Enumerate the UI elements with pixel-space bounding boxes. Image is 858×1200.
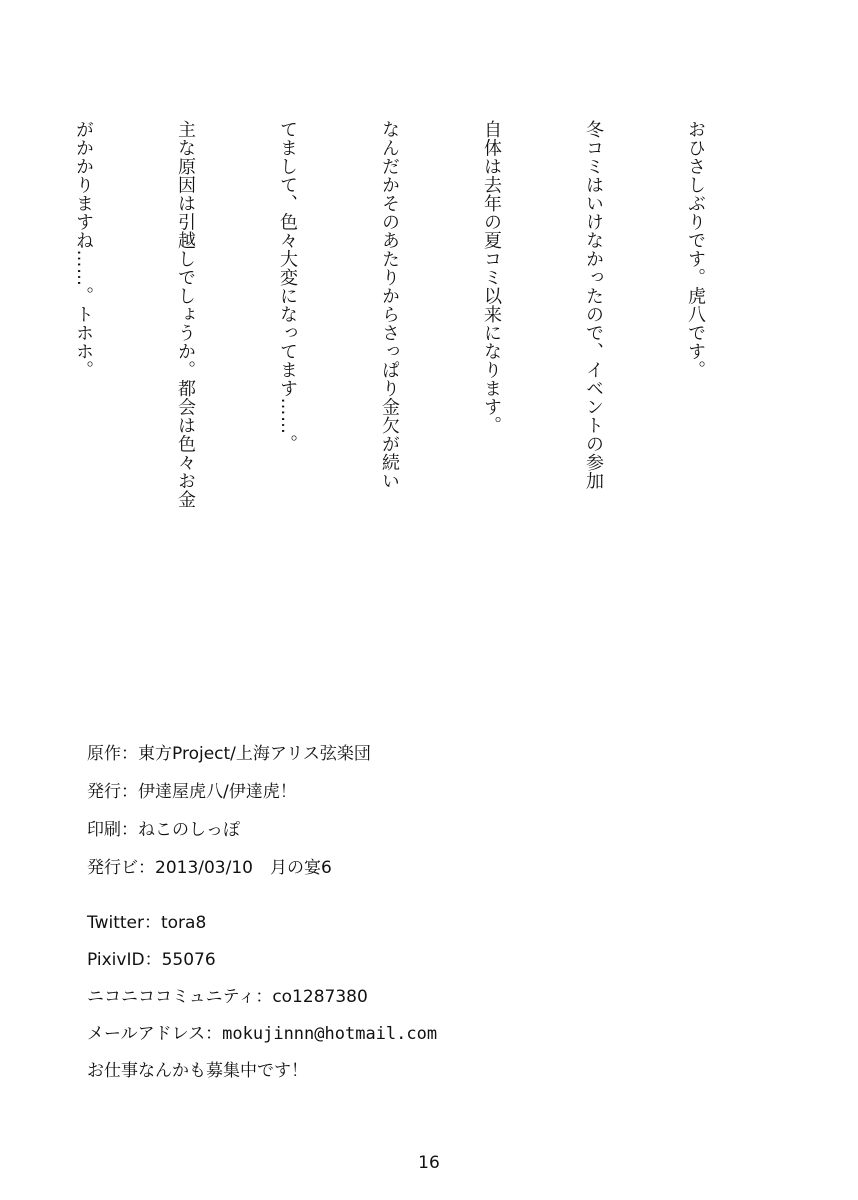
afterword-line: なんだかそのあたりからさっぱり金欠が続い: [379, 120, 400, 490]
original-label: 原作: [87, 744, 121, 764]
contact-note: お仕事なんかも募集中です！: [87, 1061, 308, 1081]
colophon-original: [87, 735, 371, 773]
colophon-date: [87, 849, 371, 887]
printer-label: 印刷: [87, 820, 121, 840]
publisher-label: 発行: [87, 782, 121, 802]
contact-niconico: [87, 979, 437, 1016]
niconico-label: ニコニココミュニティ: [87, 987, 256, 1007]
pixiv-value: 55076: [161, 950, 216, 970]
afterword-text: [0, 120, 780, 680]
date-value: 2013/03/10 月の宴6: [155, 858, 332, 878]
contact-info: [87, 905, 437, 1090]
afterword-line: てまして、色々大変になってます……。: [277, 120, 298, 453]
afterword-line: がかかりますね……。トホホ。: [73, 120, 94, 379]
contact-email: [87, 1016, 437, 1053]
separator: ：: [143, 913, 161, 933]
separator: ：: [205, 1024, 223, 1044]
printer-value: ねこのしっぽ: [138, 820, 240, 840]
colophon-publisher: [87, 773, 371, 811]
publisher-value: 伊達屋虎八/伊達虎！: [138, 782, 297, 802]
afterword-line: 自体は去年の夏コミ以来になります。: [481, 120, 502, 435]
email-value: mokujinnn@hotmail.com: [222, 1024, 438, 1044]
separator: ：: [121, 820, 138, 840]
twitter-label: Twitter: [87, 913, 144, 933]
niconico-value: co1287380: [272, 987, 368, 1007]
contact-pixiv: [87, 942, 437, 979]
separator: ：: [121, 782, 138, 802]
page-number: 16: [418, 1153, 440, 1173]
pixiv-label: PixivID: [87, 950, 145, 970]
afterword-line: 主な原因は引越しでしょうか。都会は色々お金: [175, 120, 196, 509]
separator: ：: [255, 987, 273, 1007]
separator: ：: [144, 950, 162, 970]
separator: ：: [138, 858, 155, 878]
date-label: 発行ビ: [87, 858, 138, 878]
original-value: 東方Project/上海アリス弦楽団: [138, 744, 371, 764]
afterword-line: 冬コミはいけなかったので、イベントの参加: [583, 120, 604, 490]
twitter-value: tora8: [160, 913, 207, 933]
afterword-line: おひさしぶりです。虎八です。: [685, 120, 706, 379]
colophon: [87, 735, 371, 887]
colophon-printer: [87, 811, 371, 849]
email-label: メールアドレス: [87, 1024, 206, 1044]
contact-twitter: [87, 905, 437, 942]
separator: ：: [121, 744, 138, 764]
